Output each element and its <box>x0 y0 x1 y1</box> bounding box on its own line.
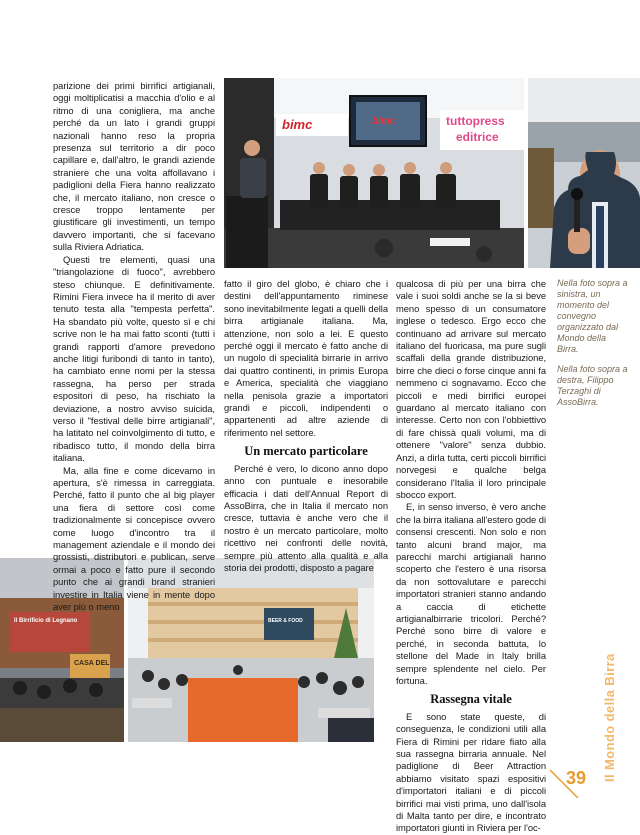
screen-text: bimc <box>372 116 396 127</box>
photo-conference <box>224 78 524 268</box>
col3-paragraph-1: qualcosa di più per una birra che vale i suoi soldi anche se la si beve meno spesso di un consumatore inglese o tedesco. Ergo ecco che continuano ad arrivare sul mercato italiano del fuoricasa, ma pure sugli scaffali della grande distribuzione, birre che dieci o forse cinque anni fa nemmeno ci sognavamo. Ecco che piccoli e medi birrifici europei guardano al mercato italiano con interesse. Certo non con l'obbiettivo di fare chissà quali volumi, ma di ottenere "valore" senza dubbio. Anzi, a dirla tutta, certi piccoli birrifici norvegesi e qualche belga considerano l'Italia il loro principale sbocco export. <box>396 278 546 500</box>
col2-paragraph-1: fatto il giro del globo, è chiaro che i destini dell'appuntamento riminese sono inevitabilmente legati a quelli della birra artigianale italiana. Ma, attenzione, non solo a lei. E questo perché oggi il mercato è fatto anche di un nugolo di specialità birrarie in arrivo dai quattro continenti, in primis Europa e America, specialità che viaggiano nella penisola grazie a importatori grandi e piccoli, indipendenti o appartenenti ad altre aziende di riferimento nel settore. <box>224 278 388 438</box>
col3-paragraph-3: E sono state queste, di conseguenza, le condizioni utili alla Fiera di Rimini per ridare fiato alla sua rassegna birraria annuale. Nel padiglione di Beer Attraction abbiamo visitato spazi espositivi d'importatori italiani e di piccoli birrifici mai visti prima, uno dall'isola di Malta tanto per dire, e incontrato importatori giunti in Riviera per l'oc- <box>396 710 546 834</box>
page-number: 39 <box>566 768 587 788</box>
caption-right-photo: Nella foto sopra a destra, Filippo Terzaghi di AssoBirra. <box>557 364 628 407</box>
col1-paragraph-3: Ma, alla fine e come dicevamo in apertura, s'è rimessa in carreggiata. Perché, fatto il punto che al big player una fiera di settore così come tradizionalmente si concepisce ovvero come luogo d'incontro tra il management aziendale e il mondo dei grossisti, distributori e publican, serve ormai a poco e fatto pure il secondo punto che ai grandi brand stranieri investire in Italia viene in mente dopo aver più o meno <box>53 464 215 613</box>
text-column-2 <box>224 278 388 574</box>
booth-sign-text: Il Birrificio di Legnano <box>14 618 78 624</box>
magazine-title: Il Mondo della Birra <box>602 653 617 782</box>
photo-captions <box>557 278 629 417</box>
booth-sign-text-2: CASA DEL <box>74 660 110 667</box>
section-heading-mercato: Un mercato particolare <box>244 444 368 459</box>
col3-paragraph-2: E, in senso inverso, è vero anche che la birra italiana all'estero gode di consensi crescenti. Non solo e non tanto alcuni brand major, ma parecchi marchi artigianali hanno scoperto che l'estero è una risorsa da non sottovalutare e parecchi importatori stranieri stanno andando a caccia di etichette artigianalbirrarie tricolori. Perché? Perché sono birre di valore e perché, in seconda battuta, lo stellone del Made in Italy brilla sempre splendente nel cielo. Per fortuna. <box>396 501 546 686</box>
text-column-1 <box>53 80 215 613</box>
hall-sign-text: BEER & FOOD <box>268 618 303 624</box>
conference-illustration <box>224 78 524 268</box>
section-heading-rassegna: Rassegna vitale <box>430 692 512 707</box>
photo-filippo-terzaghi <box>528 78 640 268</box>
banner-right-text-1: tuttopress <box>446 114 505 128</box>
caption-left-photo: Nella foto sopra a sinistra, un momento del convegno organizzato dal Mondo della Birra. <box>557 278 628 354</box>
col1-paragraph-2: Questi tre elementi, quasi una "triangolazione di fuoco", avrebbero steso chiunque. E definitivamente. Rimini Fiera invece ha il merito di aver tenuto testa alla "tempesta perfetta". Ha sbandato più volte, questo sì e chi scrive non le ha mai fatto sconti (tutti i grandi rapporti d'amore prevedono anche litigi furibondi di tanto in tanto), ha cambiato enne nomi per la stessa rassegna, ha perso per strada espositori di peso, ha rischiato la deviazione, a nostro avviso suicida, verso il "festival delle birre artigianali", ha latitato nel coinvolgimento di tutto, e ribadisco tutto, il mondo della birra italiana. <box>53 253 215 464</box>
col2-paragraph-2: Perché è vero, lo dicono anno dopo anno con puntuale e inesorabile efficacia i dati dell'Annual Report di AssoBirra, che in Italia il mercato non cresce, tuttavia è anche vero che il nostro è un mercato particolare, molto ricettivo nei confronti delle novità, sempre più attento alla qualità e alla storia dei prodotti, disposto a pagare <box>224 462 388 573</box>
text-column-3 <box>396 278 546 835</box>
banner-right-text-2: editrice <box>456 130 499 144</box>
banner-left-text: bimc <box>282 117 313 132</box>
portrait-illustration <box>528 78 640 268</box>
col1-paragraph-1: parizione dei primi birrifici artigianali, oggi moltiplicatisi a macchia d'olio e al ritmo di una conigliera, ma anche perché da un lato i grandi gruppi nazionali hanno reso la propria presenza sul territorio a dir poco capillare e, dall'altro, le grandi aziende straniere che una volta affollavano i padiglioni della Fiera hanno realizzato che, il mercato italiano, non cresce o cresce troppo lentamente per giustificare gli investimenti, un tempo davvero importanti, che si facevano sulla Riviera Adriatica. <box>53 80 215 253</box>
